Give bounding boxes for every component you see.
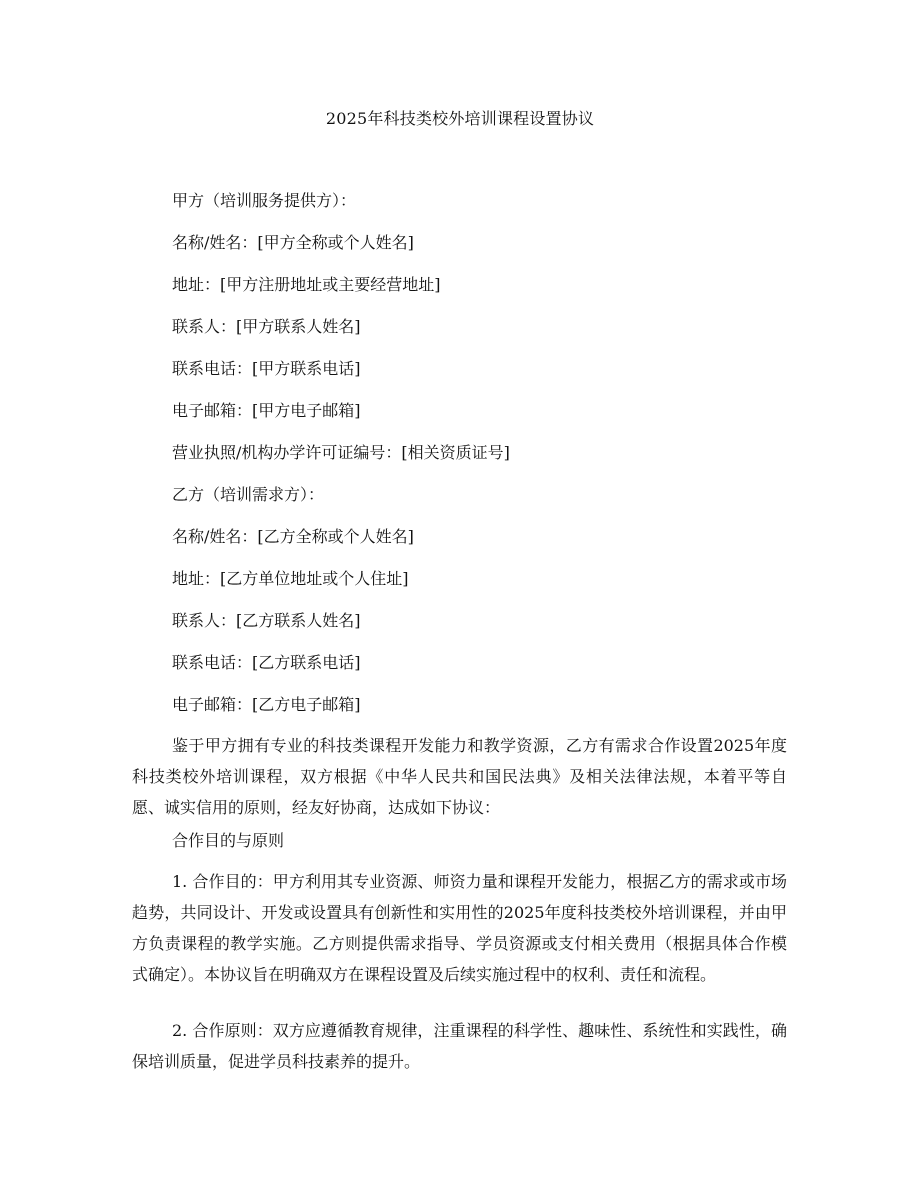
document-title: 2025年科技类校外培训课程设置协议 [325,109,595,128]
party-b-phone: 联系电话：[乙方联系电话] [172,653,361,672]
party-b-heading: 乙方（培训需求方）： [172,485,325,504]
party-b-address: 地址：[乙方单位地址或个人住址] [172,569,409,588]
party-a-heading: 甲方（培训服务提供方）： [172,191,357,210]
party-a-license: 营业执照/机构办学许可证编号：[相关资质证号] [172,443,510,462]
party-a-name: 名称/姓名：[甲方全称或个人姓名] [172,233,414,252]
party-b-name: 名称/姓名：[乙方全称或个人姓名] [172,527,414,546]
party-a-address: 地址：[甲方注册地址或主要经营地址] [172,275,441,294]
party-a-email: 电子邮箱：[甲方电子邮箱] [172,401,361,420]
clause-principle: 2. 合作原则：双方应遵循教育规律，注重课程的科学性、趣味性、系统性和实践性，确保培训质量，促进学员科技素养的提升。 [132,1021,787,1071]
section-heading-purpose: 合作目的与原则 [172,831,285,850]
clause-purpose: 1. 合作目的：甲方利用其专业资源、师资力量和课程开发能力，根据乙方的需求或市场趋势，共同设计、开发或设置具有创新性和实用性的2025年度科技类校外培训课程，并由甲方负责课程的教学实施。乙方则提供需求指导、学员资源或支付相关费用（根据具体合作模式确定）。本协议旨在明确双方在课程设置及后续实施过程中的权利、责任和流程。 [132,872,787,984]
party-b-contact: 联系人：[乙方联系人姓名] [172,611,361,630]
party-b-email: 电子邮箱：[乙方电子邮箱] [172,695,361,714]
party-a-contact: 联系人：[甲方联系人姓名] [172,317,361,336]
party-a-phone: 联系电话：[甲方联系电话] [172,359,361,378]
preamble-paragraph: 鉴于甲方拥有专业的科技类课程开发能力和教学资源，乙方有需求合作设置2025年度科技类校外培训课程，双方根据《中华人民共和国民法典》及相关法律法规，本着平等自愿、诚实信用的原则，经友好协商，达成如下协议： [132,736,787,817]
